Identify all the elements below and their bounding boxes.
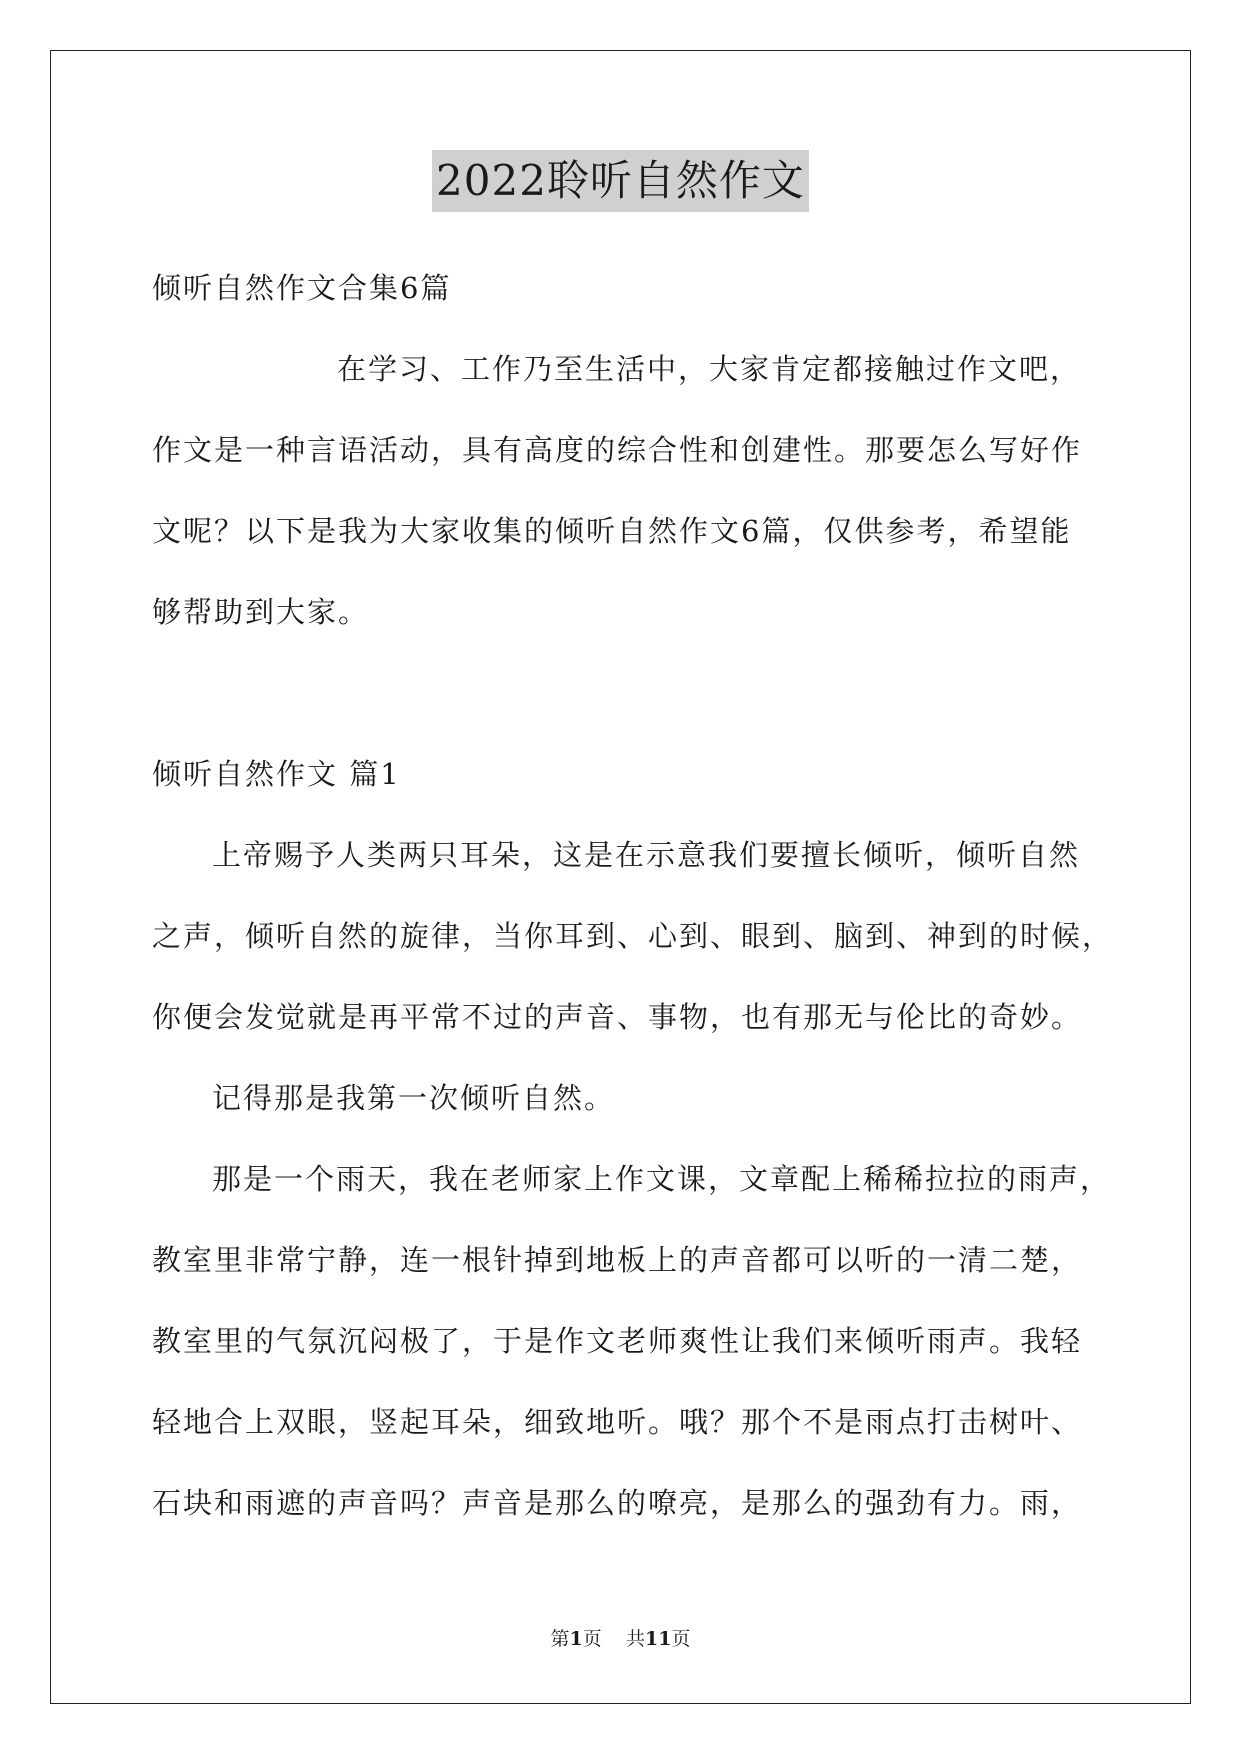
footer-page-suffix: 页 <box>582 1628 602 1650</box>
body-line-7: 教室里的气氛沉闷极了，于是作文老师爽性让我们来倾听雨声。我轻 <box>152 1324 1083 1358</box>
body-line-6: 教室里非常宁静，连一根针掉到地板上的声音都可以听的一清二楚， <box>152 1243 1083 1277</box>
body-line-4: 记得那是我第一次倾听自然。 <box>212 1081 616 1115</box>
footer-total-prefix: 共 <box>625 1628 645 1650</box>
body-line-9: 石块和雨遮的声音吗？声音是那么的嘹亮，是那么的强劲有力。雨， <box>152 1486 1083 1520</box>
document-subtitle: 倾听自然作文合集6篇 <box>152 271 452 305</box>
intro-line-2: 作文是一种言语活动，具有高度的综合性和创建性。那要怎么写好作 <box>152 433 1083 467</box>
document-title: 2022聆听自然作文 <box>432 150 809 212</box>
intro-line-4: 够帮助到大家。 <box>152 595 370 629</box>
footer-total-suffix: 页 <box>671 1628 691 1650</box>
intro-line-1: 在学习、工作乃至生活中，大家肯定都接触过作文吧， <box>337 352 1082 386</box>
body-line-1: 上帝赐予人类两只耳朵，这是在示意我们要擅长倾听，倾听自然 <box>212 838 1081 872</box>
footer-total-pages: 11 <box>644 1628 672 1650</box>
body-line-8: 轻地合上双眼，竖起耳朵，细致地听。哦？那个不是雨点打击树叶、 <box>152 1405 1083 1439</box>
page-footer <box>0 1627 1241 1651</box>
body-line-3: 你便会发觉就是再平常不过的声音、事物，也有那无与伦比的奇妙。 <box>152 1000 1083 1034</box>
section-heading: 倾听自然作文 篇1 <box>152 757 401 791</box>
title-container <box>0 150 1241 212</box>
body-line-5: 那是一个雨天，我在老师家上作文课，文章配上稀稀拉拉的雨声， <box>212 1162 1112 1196</box>
intro-line-3: 文呢？以下是我为大家收集的倾听自然作文6篇，仅供参考，希望能 <box>152 514 1072 548</box>
footer-page-number: 1 <box>569 1628 583 1650</box>
body-line-2: 之声，倾听自然的旋律，当你耳到、心到、眼到、脑到、神到的时候， <box>152 919 1114 953</box>
footer-page-prefix: 第 <box>550 1628 570 1650</box>
